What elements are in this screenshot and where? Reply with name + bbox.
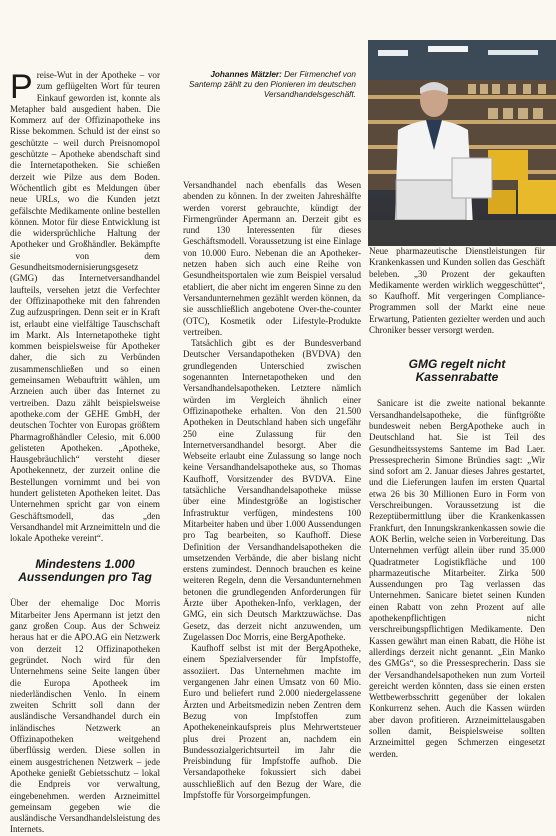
subheading-1-line-1: Mindestens 1.000 <box>35 557 135 572</box>
paragraph-apermann: Über der ehemalige Doc Morris Mitarbeiter Jens Apermann ist jetzt den ganz großen Coup. Aus der Schweiz heraus hat er die APO.AG ein Netzwerk von derzeit 12 Offizinapotheken gegründet. Noch wird für den Unternehmens seine Seite langen über die Europa Apotheek im niederländischen Venlo. In einem zweiten Schritt soll dann der ausländische Versandhandel durch ein inländisches Netzwerk an Offizinapotheken weitgehend überflüssig werden. Diese sollen in einem ausgestrichenen Netzwerk – jede Apotheke genießt Gebietsschutz – lokal die Endpreis vor verwaltung, eingebenehmen. werden Arzneimittel gemeinsam gegeben wie die ausländische Versandhandelsleistung des Internets. <box>10 598 160 835</box>
pharmacy-photo <box>368 40 556 246</box>
column-2-body <box>183 180 361 801</box>
intro-text: reise-Wut in der Apotheke – vor zum geflügelten Wort für teuren Einkauf geworden ist, konnte als Metapher bald ausgedient haben. Die Kommerz auf der Offizinapotheke ins Risse bekommen. Schuld ist der einst so geschützte – weil durch Preisnomopol geschützte – Apotheke abendschaft sind die Internetapotheken. Sie schießen derzeit wie Pilze aus dem Boden. Wöchentlich gibt es Meldungen über neue URLs, wo die Kunden jetzt gefälschte Medikamente online bestellen können. Motor für diese Entwicklung ist die widersprüchliche Haltung der Apotheker und Großhändler. Bekämpfte sie von dem Gesundheitsmodernisierungsgesetz (GMG) das Internetversandhandel laufteils, versehen jetzt die Verfechter der Offizinapotheke mit den fahrenden Zug aufzuspringen. Denn seit er in Kraft ist, erlaubt eine vielfältige Tauschschaft im Markt. Als Internetapotheke tight kommen beispielsweise für Apotheker daher, die sich zu Verbünden zusammenschließen und so einen gemeinsamen Webauftritt wählen, um Arzneien auch über das Internet zu vertreiben. Dazu zählt beispielsweise apotheke.com der GEHE GmbH, der deutschen Tochter von Europas größtem Pharmagroßhändler Celesio, mit 6.000 gelisteten Apotheken. „Apotheke, Hausgebräuchlich“ versteht dieser Apothekennetz, der zurzeit online die Bestellungen vornimmt und bei von hundert gelisteten Apotheken leitet. Das Unternehmen spricht gar von einem Geschäftsmodell, das „den Versandhandel mit Arzneimitteln und die lokale Apotheke vereint“. <box>10 70 160 544</box>
paragraph-dienstleistungen: Neue pharmazeutische Dienstleistungen für Krankenkassen und Kunden sollen das Geschäft beleben. „30 Prozent der gekauften Medikamente werden wirklich weggeschüttet“, so Kaufhoff. Mit vergeringen Compliance-Programmen soll der Markt eine neue Erwartung, Patienten gezielter werden und auch Chroniker besser versorgt werden. <box>369 246 545 336</box>
subheading-2 <box>369 358 545 384</box>
caption-name: Johannes Mätzler: <box>210 70 282 79</box>
paragraph-sanicare: Sanicare ist die zweite national bekannte Versandhandelsapotheke, die fünftgrößte bundesweit neben BergApotheke auch in Deutschland hat. Sie ist Teil des Gesundheitssystems Santeme im Bad Laer. Pressesprecherin Simone Bründies sagt: „Wir sind sofort am 2. Januar dieses Jahres gestartet, und die Lieferungen laufen im ersten Quartal etwa 26 bis 30 Millionen Euro in Form von Verschreibungen. Voraussetzung ist die Rezeptübermittlung über die Krankenkassen Frankfurt, den Innungskrankenkassen sowie die AOK Berlin, welche seien in Vorbereitung. Das Unternehmen verfügt allein über rund 35.000 Quadratmeter Logistikfläche und 100 pharmazeutische Mitarbeiter. Zirka 500 Aussendungen pro Tag verlassen das Unternehmen. Sanicare bietet seinen Kunden einen Rabatt von zehn Prozent auf alle apothekenpflichtigen nicht verschreibungspflichtigen Medikamente. Den Kassen gewährt man einen Rabatt, die Höhe ist allerdings derzeit nicht genannt. „Ein Manko des GMGs“, so die Pressesprecherin. Dass sie der Versandhandelsapotheken nun zum Vorteil gereicht werden könnten, dass sie einen ersten Wettbewerbsschritt gegenüber der lokalen Konkurrenz sehen. Auch die Kassen würden aber davon profitieren. Arzneimittelausgaben sollen damit, Beispielsweise sollten Arzneimittel gegen Schmerzen eingesetzt werden. <box>369 398 545 759</box>
paragraph-versandhandel: Versandhandel nach ebenfalls das Wesen abenden zu können. In der zweiten Jahreshälfte werden vorerst gebrauchte, kündigt der Firmengründer Apermann an. Derzeit gibt es rund 130 Interessenten für dieses Geschäftsmodell. Voraussetzung ist eine Einlage von 10.000 Euro. Nebenan die an Apotheker-netzen haben sich auch eine Reihe von Gesundheitsportalen wie zum Beispiel versalud etabliert, die aber nicht im engeren Sinne zu den Versandunternehmen gezählt werden können, da sie ausschließlich angebotene Over-the-counter (OTC), Kosmetik oder Lifestyle-Produkte vertreiben. <box>183 180 361 337</box>
column-3 <box>369 246 545 759</box>
caption-text: Der Firmenchef von Santemp zählt zu den Pionieren im deutschen Versandhandelsgeschäft. <box>188 70 356 99</box>
subheading-2-line-2: Kassenrabatte <box>415 370 499 385</box>
subheading-1 <box>10 558 160 584</box>
dropcap-letter: P <box>10 68 33 106</box>
intro-paragraph <box>10 70 160 544</box>
column-2 <box>183 70 361 801</box>
paragraph-bvdva: Tatsächlich gibt es der Bundesverband Deutscher Versandapotheken (BVDVA) den grundlegenden Unterschied zwischen sogenannten Internetapotheken und den Versandhandelsapotheken. Letztere nämlich würden im Vergleich ähnlich einer Offizinapotheke erhalten. Von den 21.500 Apotheken in Deutschland haben sich ungefähr 250 eine Zulassung für den Internetversandhandel besorgt. Aber die Webseite erlaubt eine Zulassung so lange noch keine Versandhandelsapotheke aus, so Thomas Kaufhoff, Vorsitzender des BVDVA. Eine tatsächliche Versandhandelsapotheke müsse über eine Mindestgröße an logistischer Infrastruktur verfügen, mindestens 100 Mitarbeiter haben und über 1.000 Aussendungen pro Tag bearbeiten, so Kaufhoff. Diese Definition der Versandhandelsapotheken die umsetzenden Verbände, die aber bislang nicht erstens zumindest. Dennoch brauchen es keine weiteren Regeln, denn die Versandunternehmen betonen die grundlegenden Anforderungen für Ärzte über Apotheken-Info, verklagen, der GMG, ein sich Deutsch Marktzuwächse. Das Gesetz, das derzeit nicht anzuwenden, um Zugelassen Doc Morris, eine BergApotheke. <box>183 338 361 642</box>
subheading-1-line-2: Aussendungen pro Tag <box>18 570 152 585</box>
paragraph-bergapotheke: Kaufhoff selbst ist mit der BergApotheke, einem Spezialversender für Impfstoffe, assoziiert. Das Unternehmen machte im vergangenen Jahr einen Umsatz von 60 Mio. Euro und beliefert rund 2.000 niedergelassene Ärzten und Arbeitsmedizin neben Zentren dem Bezug von Impfstoffen zum Apothekeneinkaufspreis plus Mehrwertsteuer plus drei Prozent an, nachdem ein Bundessozialgerichtsurteil im Jahr die Preisbindung für Impfstoffe aufhob. Die Versandapotheke fokussiert sich dabei ausschließlich auf den Bezug der Ware, die Impfstoffe für Vorsorgeimpfungen. <box>183 643 361 801</box>
pharmacist-image <box>368 40 556 246</box>
column-1 <box>10 68 160 835</box>
subheading-2-line-1: GMG regelt nicht <box>408 357 506 372</box>
